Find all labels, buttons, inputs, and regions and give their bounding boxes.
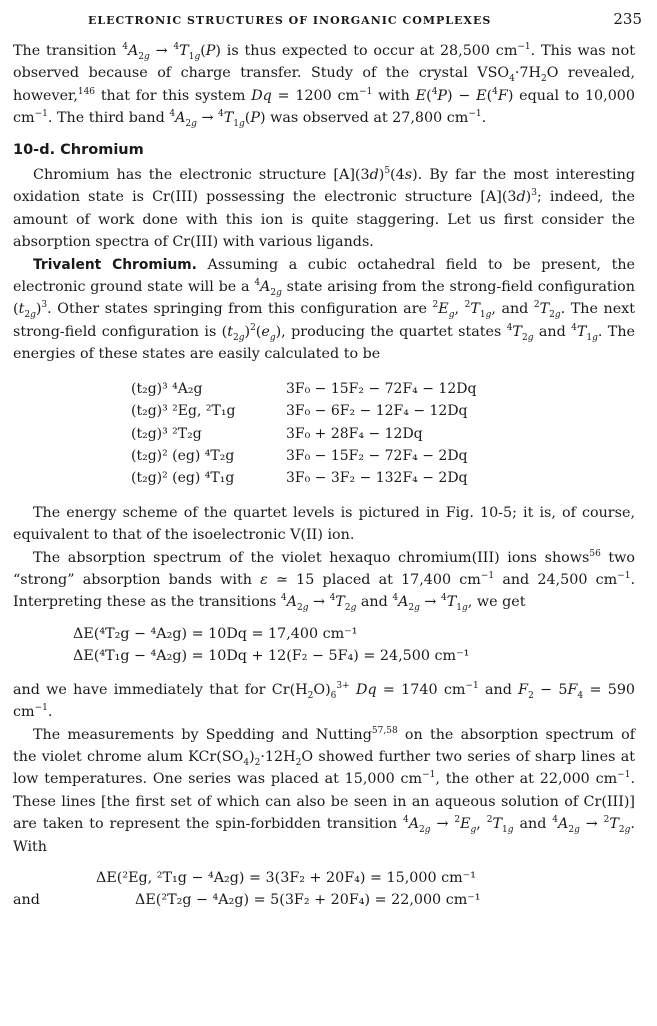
state-config: (t₂g)³ ²Eg, ²T₁g: [131, 403, 236, 420]
table-row: [131, 445, 476, 467]
state-config: (t₂g)² (eg) ⁴T₁g: [131, 470, 235, 487]
paragraph: The measurements by Spedding and Nutting$^{57,58}$ on the absorption spectrum of the violet chrome alum $KCr(SO_4)_2\cdot 12H_2O$ showed further two series of sharp lines at low temperatures. One series was placed at 15,000 $cm^{-1}$, the other at 22,000 $cm^{-1}$. These lines [the first set of which can also be seen in an aqueous solution of Cr(III)] are taken to represent the spin-forbidden transition $^4A_{2g} \to ^2E_g$, $^2T_{1g}$ and $^4A_{2g} \to ^2T_{2g}$. With: [13, 725, 635, 855]
equation-block: [13, 867, 635, 911]
paragraph: The energy scheme of the quartet levels is pictured in Fig. 10-5; it is, of course, equivalent to that of the isoelectronic V(II) ion.: [13, 504, 635, 544]
equation-row: [13, 889, 635, 911]
table-row: [131, 400, 476, 422]
paragraph: Chromium has the electronic structure $[A](3d)^5(4s)$. By far the most interesting oxidation state is Cr(III) possessing the electronic structure $[A](3d)^3$; indeed, the amount of work done with this ion is quite staggering. Let us first consider the absorption spectra of Cr(III) with various ligands.: [13, 166, 635, 251]
table-row: [131, 423, 476, 445]
state-config: (t₂g)³ ⁴A₂g: [131, 380, 203, 397]
equation-block: [73, 623, 635, 667]
state-energy: 3F₀ − 15F₂ − 72F₄ − 2Dq: [286, 447, 468, 464]
section-heading: 10-d. Chromium: [13, 141, 144, 158]
state-config: (t₂g)² (eg) ⁴T₂g: [131, 447, 235, 464]
equation: ΔE(⁴T₁g − ⁴A₂g) = 10Dq + 12(F₂ − 5F₄) = 24,500 cm⁻¹: [73, 647, 470, 664]
state-energy: 3F₀ − 6F₂ − 12F₄ − 12Dq: [286, 403, 468, 420]
table-row: [131, 378, 476, 400]
state-energy-table: [131, 378, 476, 490]
equation: ΔE(⁴T₂g − ⁴A₂g) = 10Dq = 17,400 cm⁻¹: [73, 625, 358, 642]
paragraph: The absorption spectrum of the violet hexaquo chromium(III) ions shows$^{56}$ two “strong” absorption bands with ε ≃ 15 placed at 17,400 $cm^{-1}$ and 24,500 $cm^{-1}$. Interpreting these as the transitions $^4A_{2g} \to ^4T_{2g}$ and $^4A_{2g} \to ^4T_{1g}$, we get: [13, 548, 636, 614]
state-energy: 3F₀ − 15F₂ − 72F₄ − 12Dq: [286, 380, 477, 397]
table-row: [131, 467, 476, 489]
state-config: (t₂g)³ ²T₂g: [131, 425, 202, 442]
paragraph: Trivalent Chromium. Assuming a cubic octahedral field to be present, the electronic ground state will be a $^4A_{2g}$ state arising from the strong-field configuration $(t_{2g})^3$. Other states springing from this configuration are $^2E_g$, $^2T_{1g}$, and $^2T_{2g}$. The next strong-field configuration is $(t_{2g})^2(e_g)$, producing the quartet states $^4T_{2g}$ and $^4T_{1g}$. The energies of these states are easily calculated to be: [13, 256, 635, 363]
equation: ΔE(²T₂g − ⁴A₂g) = 5(3F₂ + 20F₄) = 22,000 cm⁻¹: [135, 892, 481, 908]
state-energy: 3F₀ + 28F₄ − 12Dq: [286, 425, 423, 442]
page-number: 235: [613, 10, 642, 28]
paragraph: and we have immediately that for $Cr(H_2O)_6^{3+}$ Dq = 1740 $cm^{-1}$ and $F_2 - 5F_4 = 590$ $cm^{-1}$.: [13, 680, 636, 721]
state-energy: 3F₀ − 3F₂ − 132F₄ − 2Dq: [286, 470, 468, 487]
paragraph: The transition $^4A_{2g} \to ^4T_{1g}(P)$ is thus expected to occur at 28,500 $cm^{-1}$. This was not observed because of charge transfer. Study of the crystal $VSO_4\cdot 7H_2O$ revealed, however,$^{146}$ that for this system Dq = 1200 $cm^{-1}$ with E($^4$P) − E($^4$F) equal to 10,000 $cm^{-1}$. The third band $^4A_{2g} \to ^4T_{1g}(P)$ was observed at 27,800 $cm^{-1}$.: [13, 42, 635, 130]
equation-row: [13, 867, 635, 889]
subsection-runin-heading: Trivalent Chromium.: [33, 256, 197, 273]
equation-lead-word: and: [13, 892, 40, 908]
running-head-title: ELECTRONIC STRUCTURES OF INORGANIC COMPLEXES: [88, 14, 492, 27]
body-text: [13, 40, 635, 911]
equation: ΔE(²Eg, ²T₁g − ⁴A₂g) = 3(3F₂ + 20F₄) = 15,000 cm⁻¹: [96, 870, 476, 886]
